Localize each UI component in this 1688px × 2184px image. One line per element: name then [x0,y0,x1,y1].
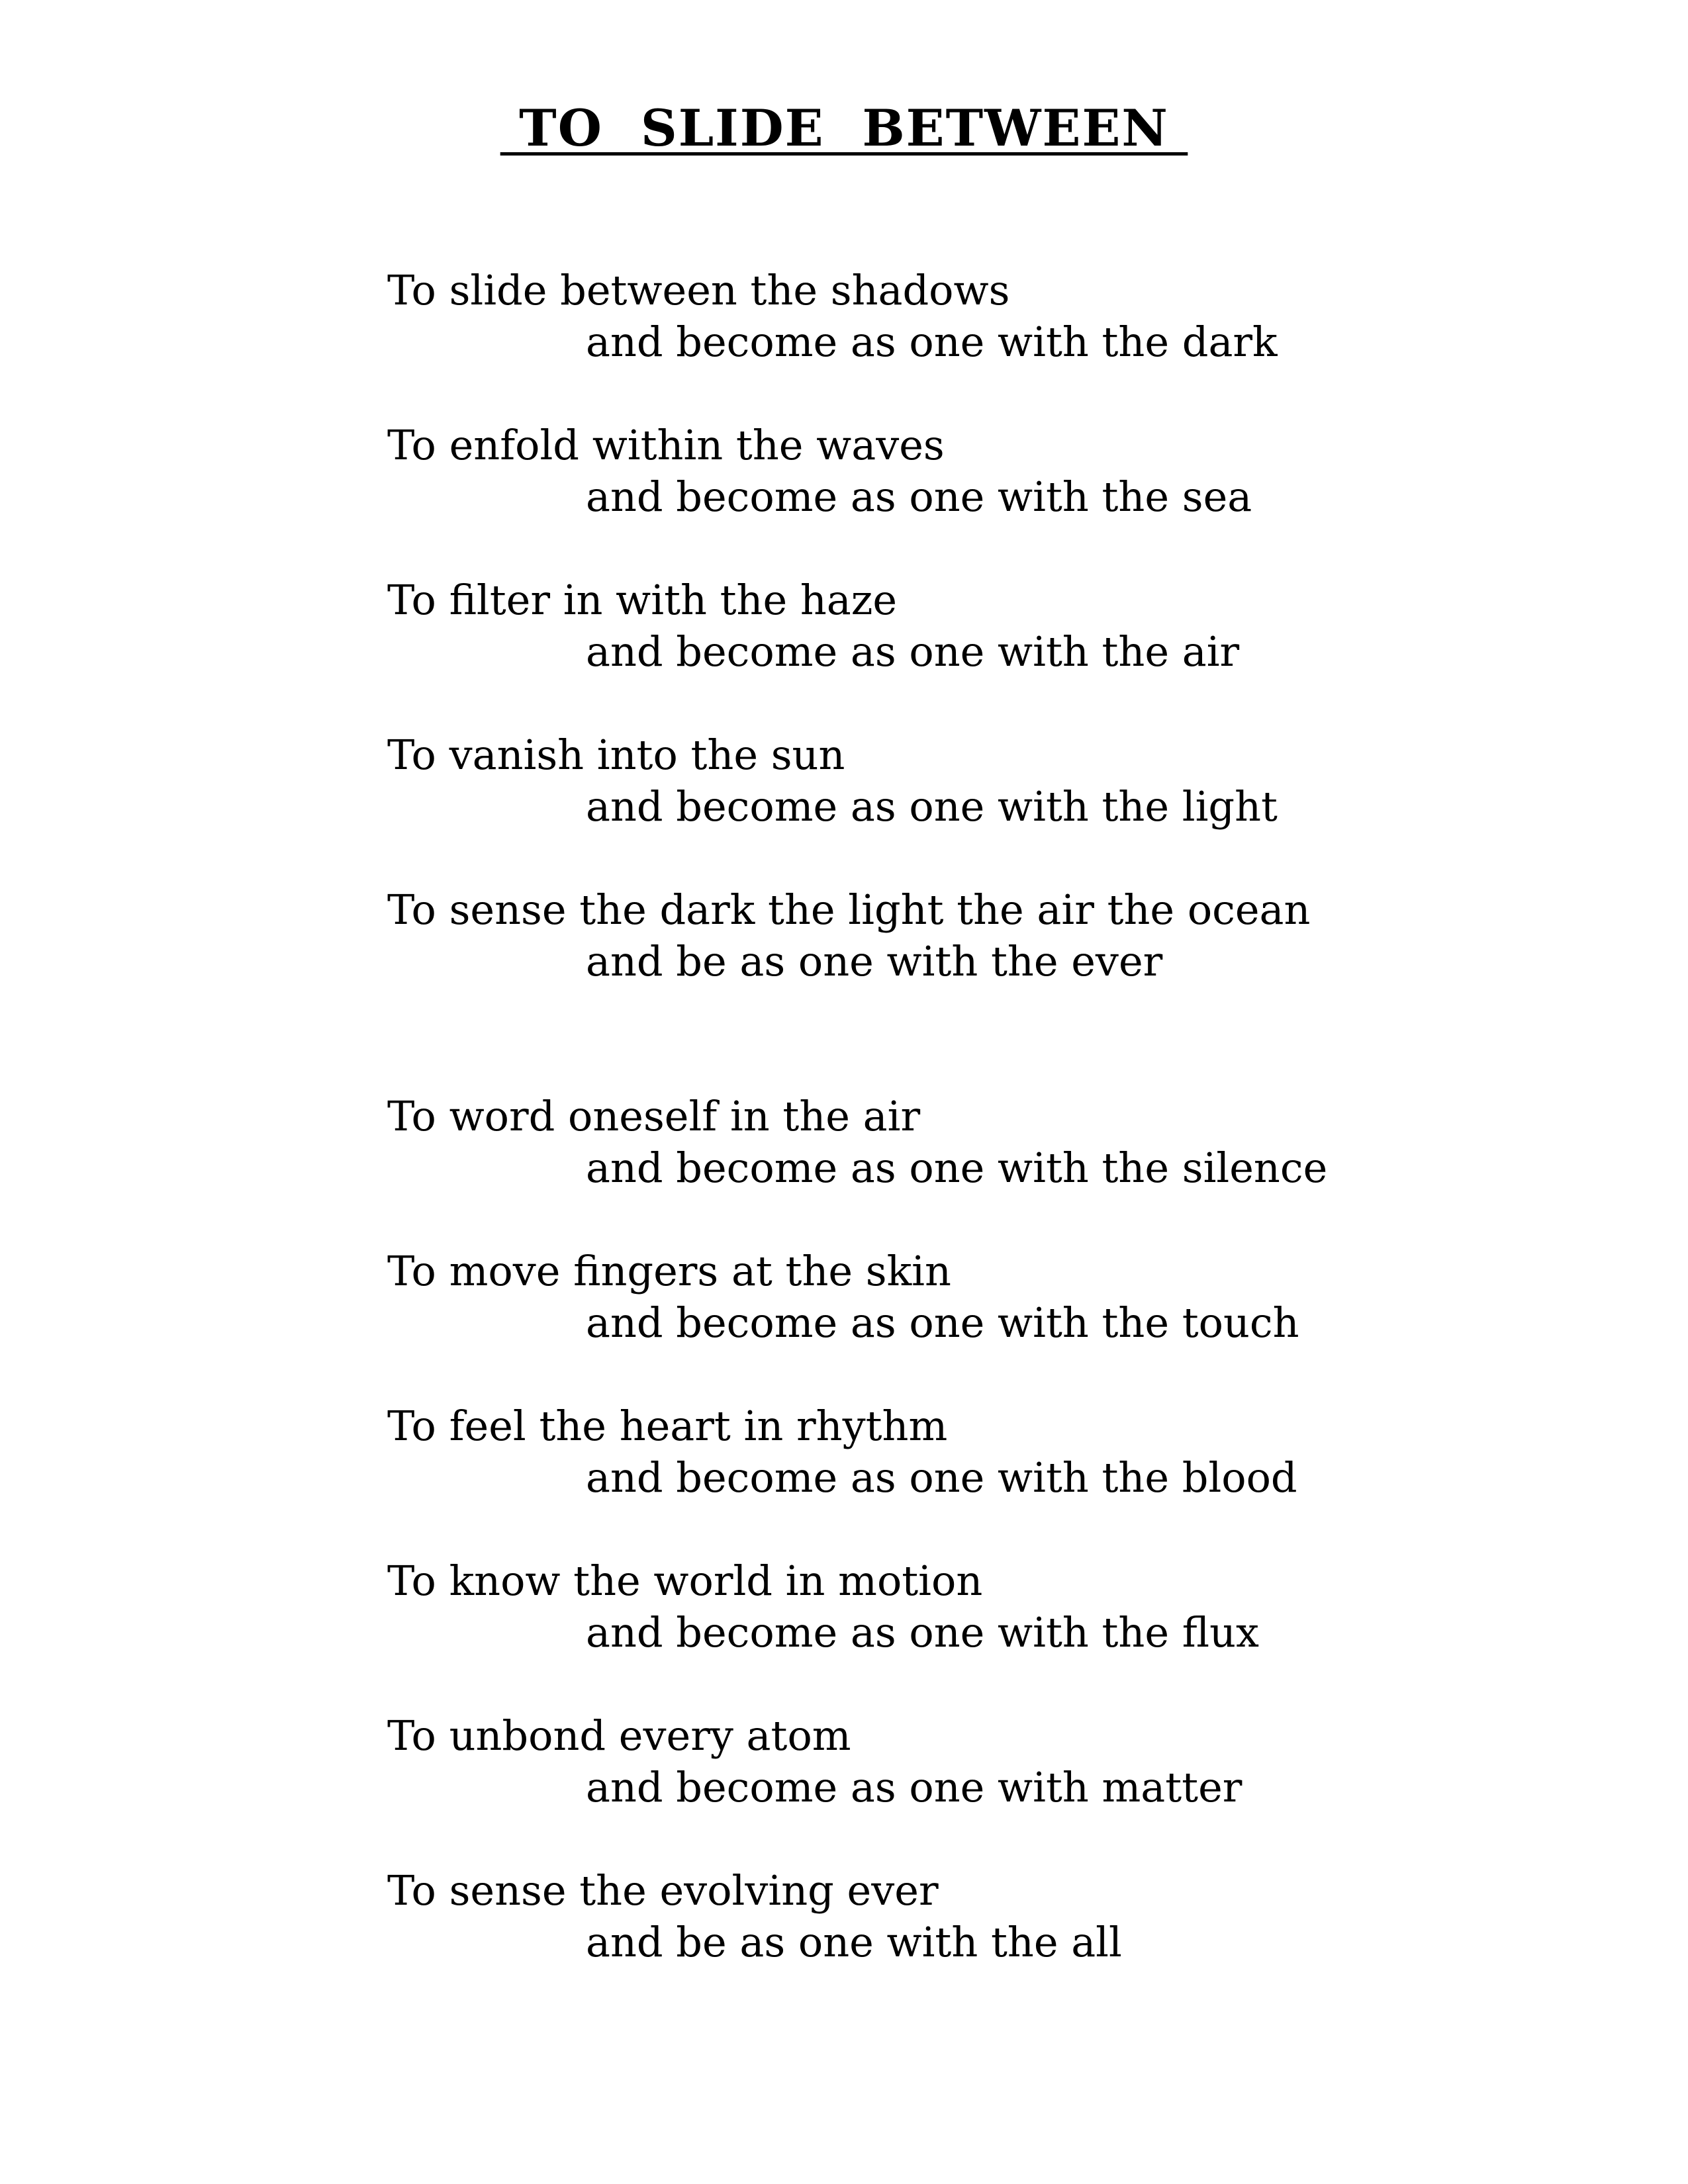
stanza [387,884,1645,987]
poem-title [0,98,1688,158]
stanza-first-line: To feel the heart in rhythm [387,1402,948,1450]
stanza-second-line: and become as one with the blood [586,1453,1297,1502]
stanza [387,1091,1645,1194]
stanza-first-line: To slide between the shadows [387,266,1010,314]
stanza-second-line: and become as one with the silence [586,1144,1328,1192]
stanza-first-line: To sense the dark the light the air the ocean [387,886,1311,934]
stanza [387,1865,1645,1968]
stanza-second-line: and be as one with the all [586,1918,1122,1966]
stanza [387,1555,1645,1659]
stanza-second-line: and become as one with the touch [586,1298,1299,1347]
poem-title-text: TO SLIDE BETWEEN [500,99,1188,158]
stanza-first-line: To enfold within the waves [387,421,945,469]
poem-body [387,265,1645,2020]
stanza-second-line: and become as one with the air [586,627,1240,676]
stanza [387,1400,1645,1504]
stanza-first-line: To vanish into the sun [387,731,845,779]
stanza [387,1710,1645,1813]
stanza-second-line: and be as one with the ever [586,937,1163,985]
stanza [387,729,1645,833]
stanza [387,1246,1645,1349]
stanza-second-line: and become as one with matter [586,1763,1243,1811]
stanza [387,265,1645,368]
stanza-first-line: To unbond every atom [387,1711,851,1760]
stanza-second-line: and become as one with the dark [586,318,1278,366]
stanza-first-line: To filter in with the haze [387,576,898,624]
stanza-first-line: To know the world in motion [387,1557,983,1605]
stanza-first-line: To word oneself in the air [387,1092,921,1140]
stanza [387,420,1645,523]
stanza-second-line: and become as one with the sea [586,473,1252,521]
stanza-first-line: To sense the evolving ever [387,1866,939,1915]
stanza-second-line: and become as one with the flux [586,1608,1260,1657]
stanza-second-line: and become as one with the light [586,782,1278,831]
stanza-first-line: To move fingers at the skin [387,1247,951,1295]
stanza [387,574,1645,678]
